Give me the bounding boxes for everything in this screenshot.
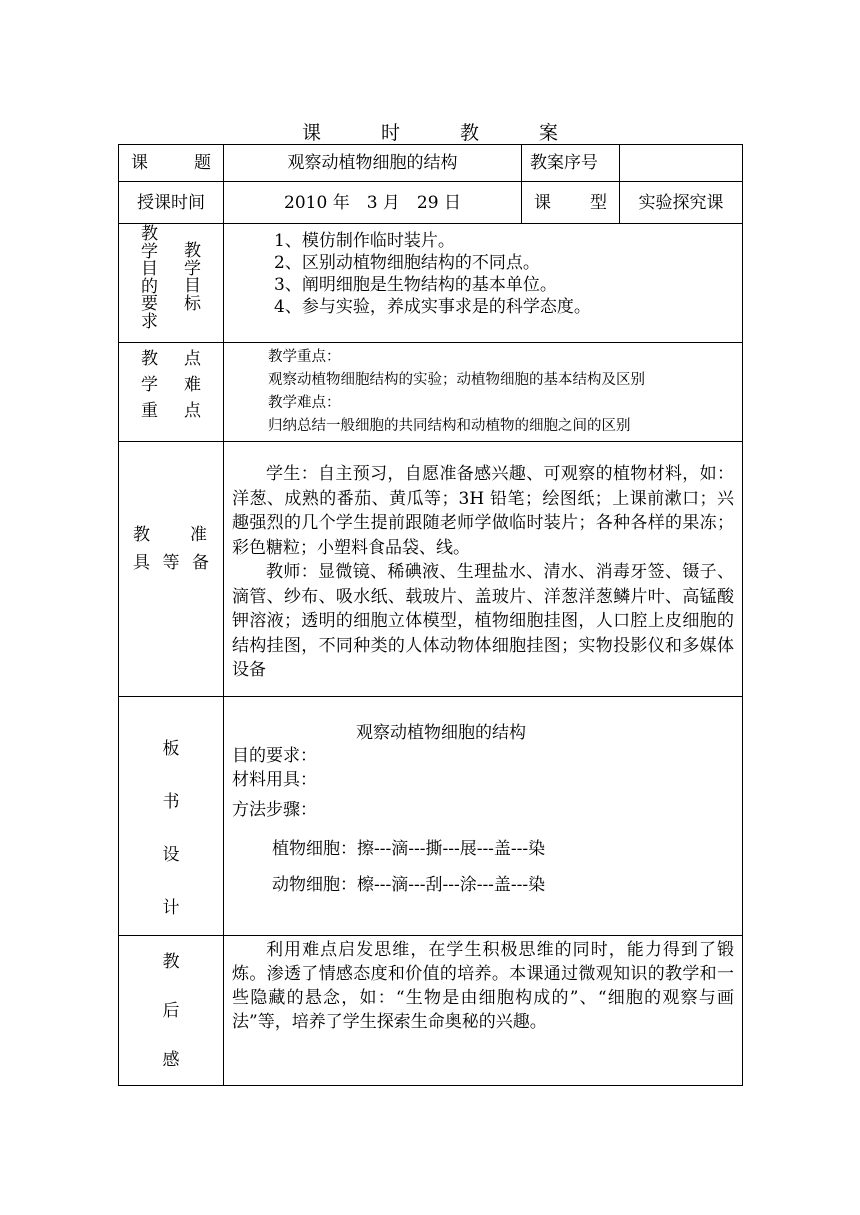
label-char: 书 — [162, 792, 180, 812]
label-char: 学 — [141, 375, 158, 395]
label-char: 标 — [184, 293, 201, 314]
reflection-content — [224, 936, 743, 1086]
label-char: 求 — [141, 311, 158, 332]
label-char: 设 — [162, 845, 180, 865]
label-char: 教 — [141, 224, 158, 244]
time-label: 授课时间 — [119, 182, 224, 224]
label-char: 教 — [133, 525, 150, 545]
label-char: 难 — [184, 375, 201, 395]
label-char: 型 — [590, 192, 607, 213]
title-char: 时 — [380, 122, 400, 144]
lesson-plan-table — [118, 144, 743, 1086]
label-char: 的 — [141, 276, 158, 297]
goals-label — [119, 224, 224, 343]
topic-value: 观察动植物细胞的结构 — [224, 145, 522, 182]
key-heading: 教学重点： — [268, 349, 341, 365]
label-char: 板 — [162, 739, 180, 759]
label-char: 计 — [162, 898, 180, 918]
label-char: 课 — [534, 192, 551, 213]
board-line: 材料用具： — [232, 770, 317, 790]
label-char: 准 — [190, 525, 207, 545]
label-char: 教 — [162, 952, 180, 972]
label-char: 后 — [162, 1001, 180, 1021]
type-label — [522, 182, 620, 224]
label-char: 感 — [162, 1050, 180, 1070]
reflection-row — [119, 936, 743, 1086]
goals-list — [224, 224, 743, 343]
board-line: 目的要求： — [232, 746, 317, 766]
goals-label-right — [184, 226, 201, 331]
serial-label: 教案序号 — [522, 145, 620, 182]
label-char: 题 — [194, 153, 211, 173]
title-char: 案 — [539, 122, 559, 144]
label-char: 教 — [141, 349, 158, 369]
keypoints-row — [119, 343, 743, 442]
label-char: 课 — [131, 153, 148, 173]
key-text: 观察动植物细胞结构的实验；动植物细胞的基本结构及区别 — [268, 372, 645, 388]
label-char: 要 — [141, 294, 158, 314]
label-char: 教 — [184, 241, 201, 261]
time-value: 2010 年 3 月 29 日 — [224, 182, 522, 224]
reflection-text: 利用难点启发思维，在学生积极思维的同时，能力得到了锻炼。渗透了情感态度和价值的培养。本课通过微观知识的教学和一些隐藏的悬念，如：“生物是由细胞构成的”、“细胞的观察与画法”等，培养了学生探索生命奥秘的兴趣。 — [232, 940, 734, 1032]
keypoints-content — [224, 343, 743, 442]
prep-row — [119, 442, 743, 697]
topic-row — [119, 145, 743, 182]
board-content — [224, 697, 743, 936]
label-char: 目 — [141, 259, 158, 279]
label-char: 等 — [162, 553, 180, 573]
difficulty-text: 归纳总结一般细胞的共同结构和动植物的细胞之间的区别 — [268, 418, 631, 434]
label-char: 点 — [184, 349, 201, 369]
goal-item: 3、阐明细胞是生物结构的基本单位。 — [274, 275, 557, 295]
label-char: 具 — [133, 553, 150, 573]
goal-item: 2、区别动植物细胞结构的不同点。 — [274, 253, 540, 273]
title-char: 教 — [460, 122, 480, 144]
prep-content — [224, 442, 743, 697]
board-line: 方法步骤： — [232, 800, 317, 820]
label-char: 点 — [184, 401, 201, 421]
goals-row — [119, 224, 743, 343]
topic-label — [119, 145, 224, 182]
label-char: 学 — [184, 258, 201, 279]
goal-item: 1、模仿制作临时装片。 — [274, 231, 455, 251]
label-char: 目 — [184, 276, 201, 296]
reflection-label — [119, 936, 224, 1086]
serial-value — [620, 145, 743, 182]
keypoints-label — [119, 343, 224, 442]
board-label — [119, 697, 224, 936]
type-value: 实验探究课 — [620, 182, 743, 224]
title-char: 课 — [301, 122, 321, 144]
page-title — [0, 118, 860, 145]
goals-label-left — [141, 226, 158, 331]
student-prep: 学生：自主预习，自愿准备感兴趣、可观察的植物材料，如：洋葱、成熟的番茄、黄瓜等；3H 铅笔；绘图纸；上课前漱口；兴趣强烈的几个学生提前跟随老师学做临时装片；各种各样的果冻；彩色糖粒；小塑料食品袋、线。 — [232, 464, 734, 558]
board-row — [119, 697, 743, 936]
teacher-prep: 教师：显微镜、稀碘液、生理盐水、清水、消毒牙签、镊子、滴管、纱布、吸水纸、载玻片、盖玻片、洋葱洋葱鳞片叶、高锰酸钾溶液；透明的细胞立体模型，植物细胞挂图，人口腔上皮细胞的结构挂图，不同种类的人体动物体细胞挂图；实物投影仪和多媒体设备 — [232, 562, 734, 680]
goal-item: 4、参与实验，养成实事求是的科学态度。 — [274, 297, 591, 317]
plant-steps: 植物细胞：擦---滴---撕---展---盖---染 — [272, 839, 546, 859]
label-char: 备 — [192, 553, 209, 573]
prep-label — [119, 442, 224, 697]
animal-steps: 动物细胞：檫---滴---刮---涂---盖---染 — [272, 875, 546, 895]
difficulty-heading: 教学难点： — [268, 395, 341, 411]
label-char: 重 — [141, 401, 158, 421]
board-heading: 观察动植物细胞的结构 — [356, 723, 526, 743]
time-row — [119, 182, 743, 224]
label-char: 学 — [141, 241, 158, 262]
